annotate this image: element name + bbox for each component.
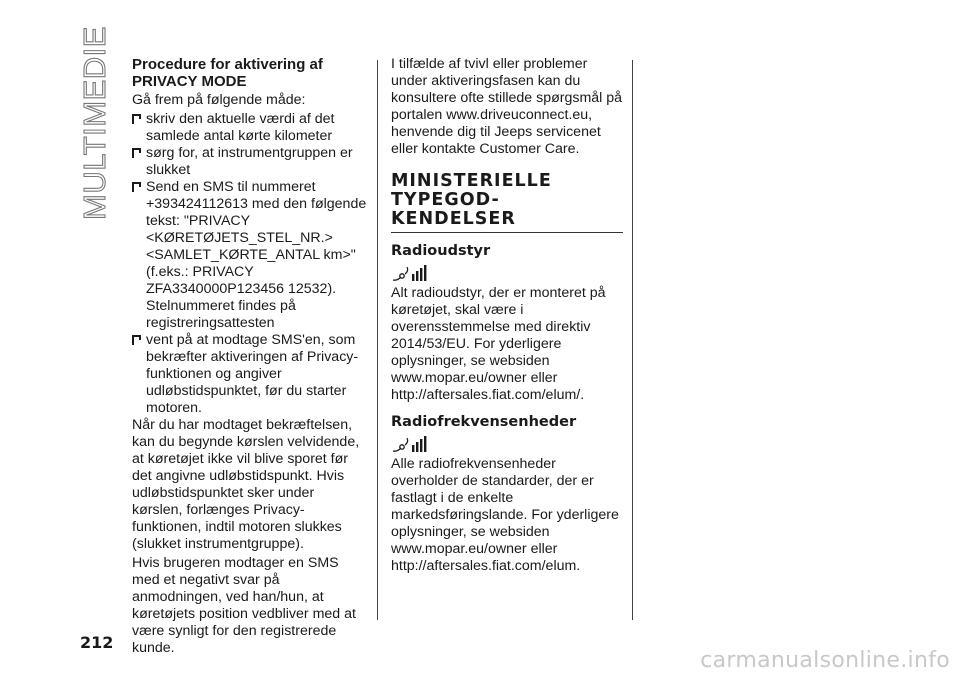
subsection-heading: Radioudstyr [391, 243, 491, 259]
section-tab [77, 26, 112, 220]
bullet-icon [132, 334, 141, 346]
heading-underline [391, 232, 623, 233]
body-paragraph: I tilfælde af tvivl eller problemer under aktiveringsfasen kan du konsultere ofte stillede spørgsmål på portalen www.driveuconnect.eu, henvende dig til Jeeps servicenet eller kontakte Customer Care. [391, 56, 623, 157]
column-middle [391, 56, 623, 577]
column-left [132, 56, 368, 659]
column-divider [632, 60, 633, 620]
list-item-text: vent på at modtage SMS'en, som bekræfter aktiveringen af Privacy-funktionen og angiver udløbstidspunktet, før du starter motoren. [146, 332, 359, 416]
bullet-icon [132, 181, 141, 193]
subsection-heading: Radiofrekvensenheder [391, 414, 577, 430]
watermark: carmanualsonline.info [700, 648, 950, 673]
radio-frequency-icon [391, 434, 431, 454]
body-paragraph: Alt radioudstyr, der er monteret på køretøjet, skal være i overensstemmelse med direktiv 2014/53/EU. For yderligere oplysninger, se websiden www.mopar.eu/owner eller http://aftersales.fiat.com/elum/. [391, 285, 606, 403]
list-item [132, 179, 368, 332]
bullet-icon [132, 113, 141, 125]
page-number: 212 [80, 633, 114, 652]
procedure-heading: Procedure for aktivering af PRIVACY MODE [132, 56, 323, 90]
radio-equipment-icon [391, 263, 431, 283]
list-item-text: Send en SMS til nummeret +393424112613 med den følgende tekst: "PRIVACY <KØRETØJETS_STEL_NR.> <SAMLET_KØRTE_ANTAL km>" (f.eks.: PRIVACY ZFA3340000P123456 12532). Stelnummeret findes på registreringsattesten [146, 179, 367, 331]
body-paragraph: Når du har modtaget bekræftelsen, kan du begynde kørslen velvidende, at køretøjet ikke vil blive sporet før det angivne udløbstidspunkt. Hvis udløbstidspunktet sker under kørslen, forlænges Privacy-funktionen, indtil motoren slukkes (slukket instrumentgruppe). [132, 417, 360, 552]
column-divider [377, 60, 378, 620]
body-paragraph: Alle radiofrekvensenheder overholder de standarder, der er fastlagt i de enkelte markedsføringslande. For yderligere oplysninger, se websiden www.mopar.eu/owner eller http://aftersales.fiat.com/elum. [391, 456, 619, 574]
list-item [132, 111, 368, 145]
procedure-intro: Gå frem på følgende måde: [132, 92, 306, 108]
section-heading: MINISTERIELLE TYPEGOD-KENDELSER [391, 171, 552, 229]
list-item-text: sørg for, at instrumentgruppen er slukket [146, 145, 353, 178]
section-tab-label: MULTIMEDIE [77, 26, 112, 220]
list-item [132, 332, 368, 417]
bullet-icon [132, 147, 141, 159]
body-paragraph: Hvis brugeren modtager en SMS med et negativt svar på anmodningen, ved han/hun, at køretøjets position vedbliver med at være synligt for den registrerede kunde. [132, 555, 356, 656]
list-item [132, 145, 368, 179]
list-item-text: skriv den aktuelle værdi af det samlede antal kørte kilometer [146, 111, 335, 144]
